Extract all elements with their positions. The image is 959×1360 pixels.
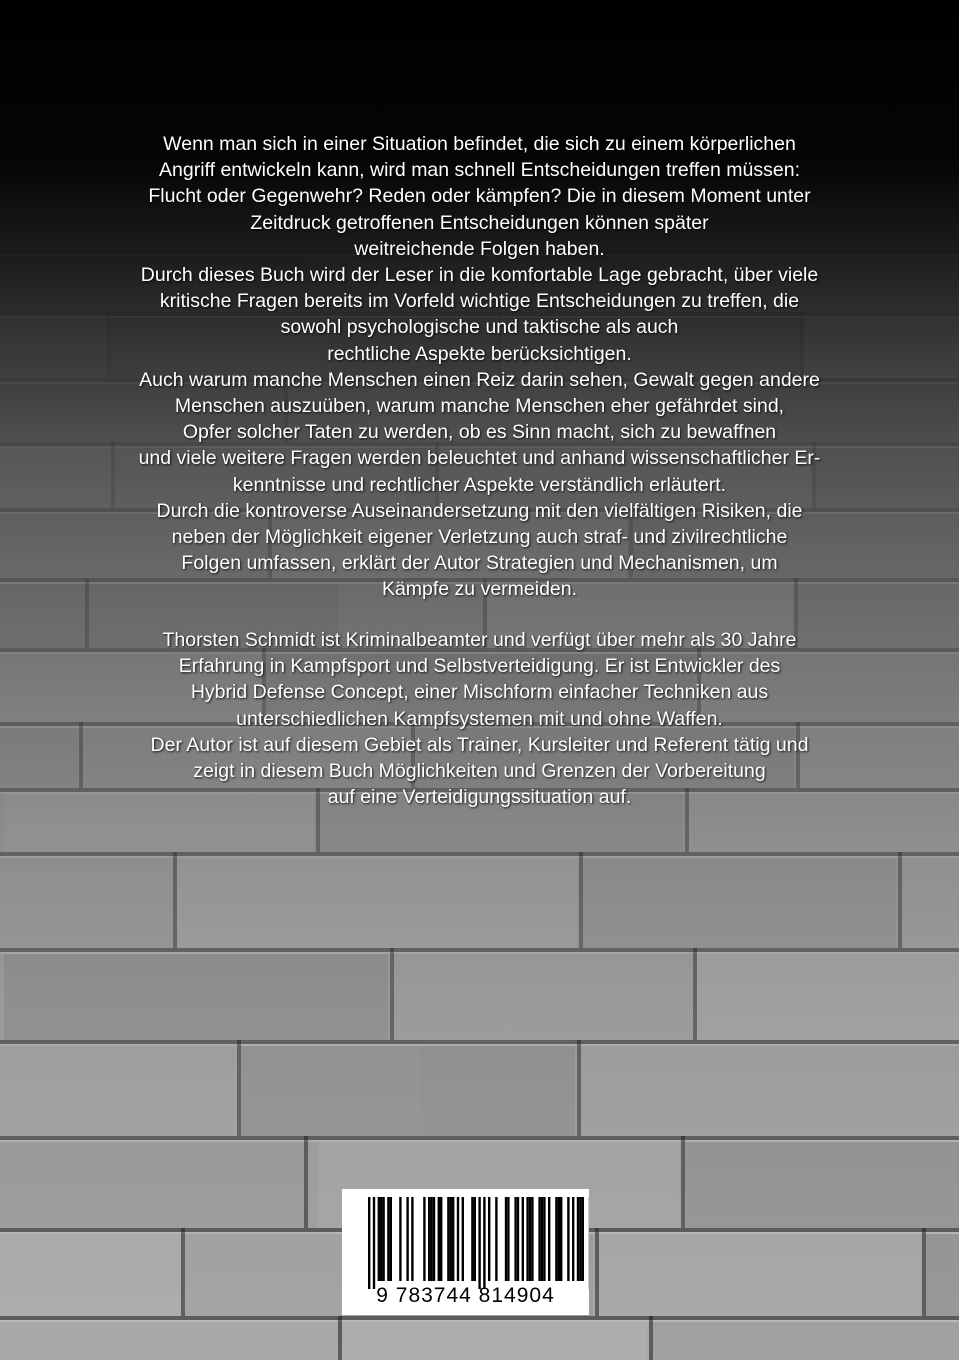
barcode-bar bbox=[450, 1197, 452, 1281]
barcode-bar bbox=[526, 1197, 528, 1281]
barcode-bar bbox=[582, 1197, 584, 1281]
barcode-bar bbox=[558, 1197, 560, 1281]
author-line: Der Autor ist auf diesem Gebiet als Trainer, Kursleiter und Referent tätig und bbox=[150, 733, 809, 756]
barcode-bar bbox=[579, 1197, 581, 1281]
isbn-barcode bbox=[342, 1189, 589, 1315]
description-line: neben der Möglichkeit eigener Verletzung auch straf- und zivilrechtliche bbox=[171, 526, 788, 549]
barcode-bar bbox=[423, 1197, 425, 1281]
description-line: sowohl psychologische und taktische als auch bbox=[280, 316, 679, 339]
author-line: Erfahrung in Kampfsport und Selbstverteidigung. Er ist Entwickler des bbox=[178, 655, 781, 678]
barcode-bar bbox=[462, 1197, 464, 1281]
barcode-bar bbox=[538, 1197, 540, 1281]
barcode-bar bbox=[471, 1197, 473, 1281]
description-line: Durch dieses Buch wird der Leser in die komfortable Lage gebracht, über viele bbox=[140, 264, 819, 287]
barcode-bar bbox=[373, 1197, 375, 1289]
author-line: auf eine Verteidigungssituation auf. bbox=[327, 786, 632, 809]
barcode-bar bbox=[411, 1197, 413, 1281]
description-line: rechtliche Aspekte berücksichtigen. bbox=[327, 342, 632, 365]
barcode-bar bbox=[488, 1197, 490, 1281]
barcode-bar bbox=[390, 1197, 392, 1281]
barcode-bar bbox=[517, 1197, 519, 1281]
barcode-bar bbox=[378, 1197, 380, 1281]
barcode-bar bbox=[433, 1197, 435, 1281]
description-paragraph bbox=[0, 131, 959, 603]
barcode-bar bbox=[406, 1197, 408, 1281]
barcode-bar bbox=[368, 1197, 370, 1289]
author-line: zeigt in diesem Buch Möglichkeiten und Grenzen der Vorbereitung bbox=[193, 760, 766, 783]
description-line: Durch die kontroverse Auseinandersetzung mit den vielfältigen Risiken, die bbox=[156, 499, 803, 522]
barcode-bar bbox=[531, 1197, 533, 1281]
description-line: kenntnisse und rechtlicher Aspekte verständlich erläutert. bbox=[232, 473, 727, 496]
barcode-bar bbox=[428, 1197, 430, 1281]
author-line: Hybrid Defense Concept, einer Mischform einfacher Techniken aus bbox=[190, 681, 769, 704]
barcode-bar bbox=[522, 1197, 524, 1281]
description-line: Folgen umfassen, erklärt der Autor Strategien und Mechanismen, um bbox=[181, 552, 778, 575]
barcode-bar bbox=[555, 1197, 557, 1281]
barcode-bar bbox=[438, 1197, 440, 1281]
isbn-number: 9 783744 814904 bbox=[376, 1284, 555, 1307]
barcode-bar bbox=[495, 1197, 497, 1281]
description-line: Auch warum manche Menschen einen Reiz darin sehen, Gewalt gegen andere bbox=[139, 368, 820, 391]
description-line: weitreichende Folgen haben. bbox=[354, 237, 605, 260]
barcode-bar bbox=[567, 1197, 569, 1281]
barcode-bar bbox=[382, 1197, 384, 1281]
description-line: Zeitdruck getroffenen Entscheidungen können später bbox=[250, 211, 709, 234]
description-line: Opfer solcher Taten zu werden, ob es Sinn macht, sich zu bewaffnen bbox=[182, 421, 777, 444]
barcode-bar bbox=[440, 1197, 442, 1281]
barcode-bar bbox=[483, 1197, 485, 1289]
barcode-bar bbox=[507, 1197, 509, 1281]
barcode-bar bbox=[543, 1197, 545, 1281]
barcode-bar bbox=[380, 1197, 382, 1281]
author-paragraph bbox=[0, 627, 959, 810]
description-line: und viele weitere Fragen werden beleuchtet und anhand wissenschaftlicher Er- bbox=[138, 447, 821, 470]
barcode-bar bbox=[505, 1197, 507, 1281]
description-line: Kämpfe zu vermeiden. bbox=[381, 578, 578, 601]
barcode-bar bbox=[399, 1197, 401, 1281]
barcode-bar bbox=[387, 1197, 389, 1281]
description-line: Flucht oder Gegenwehr? Reden oder kämpfen? Die in diesem Moment unter bbox=[148, 185, 811, 208]
barcode-bar bbox=[572, 1197, 574, 1281]
barcode-bar bbox=[541, 1197, 543, 1281]
barcode-bar bbox=[457, 1197, 459, 1281]
description-line: kritische Fragen bereits im Vorfeld wichtige Entscheidungen zu treffen, die bbox=[159, 290, 800, 313]
barcode-bar bbox=[577, 1197, 579, 1281]
barcode-bar bbox=[560, 1197, 562, 1281]
description-line: Wenn man sich in einer Situation befindet, die sich zu einem körperlichen bbox=[163, 133, 796, 155]
author-line: unterschiedlichen Kampfsystemen mit und ohne Waffen. bbox=[236, 707, 723, 730]
description-line: Angriff entwickeln kann, wird man schnell Entscheidungen treffen müssen: bbox=[159, 159, 800, 182]
author-line: Thorsten Schmidt ist Kriminalbeamter und verfügt über mehr als 30 Jahre bbox=[162, 629, 797, 651]
barcode-bar bbox=[529, 1197, 531, 1281]
barcode-bar bbox=[452, 1197, 454, 1281]
barcode-bar bbox=[430, 1197, 432, 1281]
barcode-bar bbox=[478, 1197, 480, 1289]
barcode-bar bbox=[514, 1197, 516, 1281]
barcode-bar bbox=[474, 1197, 476, 1281]
description-line: Menschen auszuüben, warum manche Menschen eher gefährdet sind, bbox=[174, 395, 785, 418]
barcode-bar bbox=[548, 1197, 550, 1281]
barcode-bar bbox=[447, 1197, 449, 1281]
